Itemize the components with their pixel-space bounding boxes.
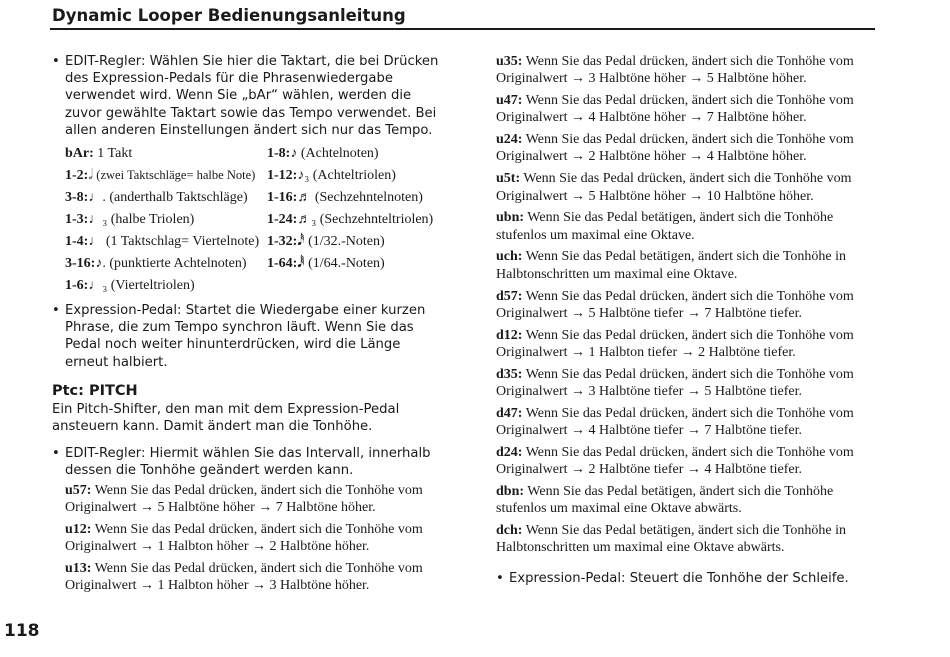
table-row: 1-16:♬ (Sechzehntelnoten) (267, 190, 423, 206)
thirty-second-note-icon: 𝅘𝅥𝅰 (297, 234, 305, 250)
pitch-entries-left (65, 482, 447, 595)
left-column (52, 53, 447, 599)
table-row: 1-12:♪₃ (Achteltriolen) (267, 168, 396, 184)
list-item: ubn: Wenn Sie das Pedal betätigen, ändert sich die Tonhöhe stufenlos um maximal eine Oktave. (496, 210, 834, 243)
list-item: u47: Wenn Sie das Pedal drücken, ändert sich die Tonhöhe vom Originalwert → 4 Halbtöne höher → 7 Halbtöne höher. (496, 93, 854, 126)
table-row: 1-24:♬₃ (Sechzehnteltriolen) (267, 212, 434, 228)
list-item: d35: Wenn Sie das Pedal drücken, ändert sich die Tonhöhe vom Originalwert → 3 Halbtöne tiefer → 5 Halbtöne tiefer. (496, 366, 854, 400)
bullet-expression-pedal-time (52, 302, 447, 371)
table-row: 1-3:♩₃ (halbe Triolen) (65, 212, 195, 228)
table-row: 1-64:𝅘𝅥𝅱 (1/64.-Noten) (267, 256, 385, 272)
sixteenth-triplet-note-icon: ♬₃ (297, 212, 317, 228)
eighth-note-icon: ♪ (290, 146, 298, 162)
bullet-edit-knob-time (52, 53, 447, 139)
bullet-dot: • (52, 445, 60, 461)
list-item: d12: Wenn Sie das Pedal drücken, ändert sich die Tonhöhe vom Originalwert → 1 Halbton tiefer → 2 Halbtöne tiefer. (496, 327, 854, 360)
list-item: u24: Wenn Sie das Pedal drücken, ändert sich die Tonhöhe vom Originalwert → 2 Halbtöne höher → 4 Halbtöne höher. (496, 132, 854, 165)
quarter-triplet-note-icon: ♩₃ (88, 278, 108, 294)
sixty-fourth-note-icon: 𝅘𝅥𝅱 (297, 256, 305, 272)
list-item: u35: Wenn Sie das Pedal drücken, ändert sich die Tonhöhe vom Originalwert → 3 Halbtöne höher → 5 Halbtöne höher. (496, 54, 854, 87)
list-item: u5t: Wenn Sie das Pedal drücken, ändert sich die Tonhöhe vom Originalwert → 5 Halbtöne höher → 10 Halbtöne höher. (496, 171, 852, 204)
list-item: u13: Wenn Sie das Pedal drücken, ändert sich die Tonhöhe vom Originalwert → 1 Halbton höher → 3 Halbtöne höher. (65, 561, 423, 594)
header-rule (50, 28, 875, 30)
list-item: d57: Wenn Sie das Pedal drücken, ändert sich die Tonhöhe vom Originalwert → 5 Halbtöne tiefer → 7 Halbtöne tiefer. (496, 288, 854, 321)
section-title: Ptc: PITCH (52, 382, 138, 399)
page-number: 118 (4, 621, 40, 641)
bullet-dot: • (496, 570, 504, 586)
bullet-dot: • (52, 303, 60, 319)
bullet-dot: • (52, 54, 60, 69)
bullet-text: EDIT-Regler: Wählen Sie hier die Taktart, die bei Drücken des Expression-Pedals für die Phrasenwiedergabe verwendet wird. Wenn Sie „bAr“ wählen, werden die zuvor gewählte Taktart sowie das Tempo verwendet. Bei allen anderen Einstellungen ändert sich nur das Tempo. (65, 54, 439, 138)
list-item: dbn: Wenn Sie das Pedal betätigen, ändert sich die Tonhöhe stufenlos um maximal eine Oktave abwärts. (496, 484, 834, 517)
table-row: bAr: 1 Takt (65, 146, 133, 162)
quarter-note-icon: ♩ (88, 234, 103, 250)
bullet-text: Expression-Pedal: Steuert die Tonhöhe der Schleife. (509, 570, 849, 586)
sixteenth-note-icon: ♬ (297, 190, 312, 206)
list-item: d47: Wenn Sie das Pedal drücken, ändert sich die Tonhöhe vom Originalwert → 4 Halbtöne tiefer → 7 Halbtöne tiefer. (496, 405, 854, 439)
list-item: u12: Wenn Sie das Pedal drücken, ändert sich die Tonhöhe vom Originalwert → 1 Halbton höher → 2 Halbtöne höher. (65, 522, 423, 555)
list-item: u57: Wenn Sie das Pedal drücken, ändert sich die Tonhöhe vom Originalwert → 5 Halbtöne höher → 7 Halbtöne höher. (65, 482, 423, 516)
time-signature-table (65, 145, 447, 299)
time-table-column-2 (267, 145, 433, 299)
half-note-icon: 𝅗𝅥 (88, 168, 93, 184)
list-item: dch: Wenn Sie das Pedal betätigen, ändert sich die Tonhöhe in Halbtonschritten um maximal eine Oktave abwärts. (496, 523, 847, 556)
time-table-column-1 (65, 145, 267, 299)
dotted-quarter-note-icon: ♩. (88, 190, 106, 206)
table-row: 3-16:♪. (punktierte Achtelnoten) (65, 256, 247, 272)
table-row: 3-8:♩. (anderthalb Taktschläge) (65, 190, 248, 206)
bullet-text: Expression-Pedal: Startet die Wiedergabe einer kurzen Phrase, die zum Tempo synchron läuft. Wenn Sie das Pedal noch weiter hinunterdrücken, wird die Länge erneut halbiert. (65, 303, 426, 370)
table-row: 1-8:♪ (Achtelnoten) (267, 146, 379, 162)
page-header-title: Dynamic Looper Bedienungsanleitung (52, 6, 406, 25)
section-intro: Ein Pitch-Shifter, den man mit dem Expression-Pedal ansteuern kann. Damit ändert man die Tonhöhe. (52, 402, 400, 435)
table-row: 1-6:♩₃ (Vierteltriolen) (65, 278, 195, 294)
table-row: 1-32:𝅘𝅥𝅰 (1/32.-Noten) (267, 234, 385, 250)
list-item: uch: Wenn Sie das Pedal betätigen, ändert sich die Tonhöhe in Halbtonschritten um maximal eine Oktave. (496, 249, 847, 282)
dotted-eighth-note-icon: ♪. (95, 256, 106, 272)
table-row: 1-2:𝅗𝅥 (zwei Taktschläge= halbe Note) (65, 168, 256, 184)
eighth-triplet-note-icon: ♪₃ (297, 168, 310, 184)
half-triplet-note-icon: ♩₃ (88, 212, 108, 228)
right-column (496, 53, 881, 587)
table-row: 1-4:♩ (1 Taktschlag= Viertelnote) (65, 234, 260, 250)
list-item: d24: Wenn Sie das Pedal drücken, ändert sich die Tonhöhe vom Originalwert → 2 Halbtöne tiefer → 4 Halbtöne tiefer. (496, 444, 854, 478)
bullet-edit-knob-pitch (52, 445, 447, 479)
bullet-expression-pedal-pitch (496, 570, 881, 587)
bullet-text: EDIT-Regler: Hiermit wählen Sie das Intervall, innerhalb dessen die Tonhöhe geändert werden kann. (65, 445, 431, 478)
